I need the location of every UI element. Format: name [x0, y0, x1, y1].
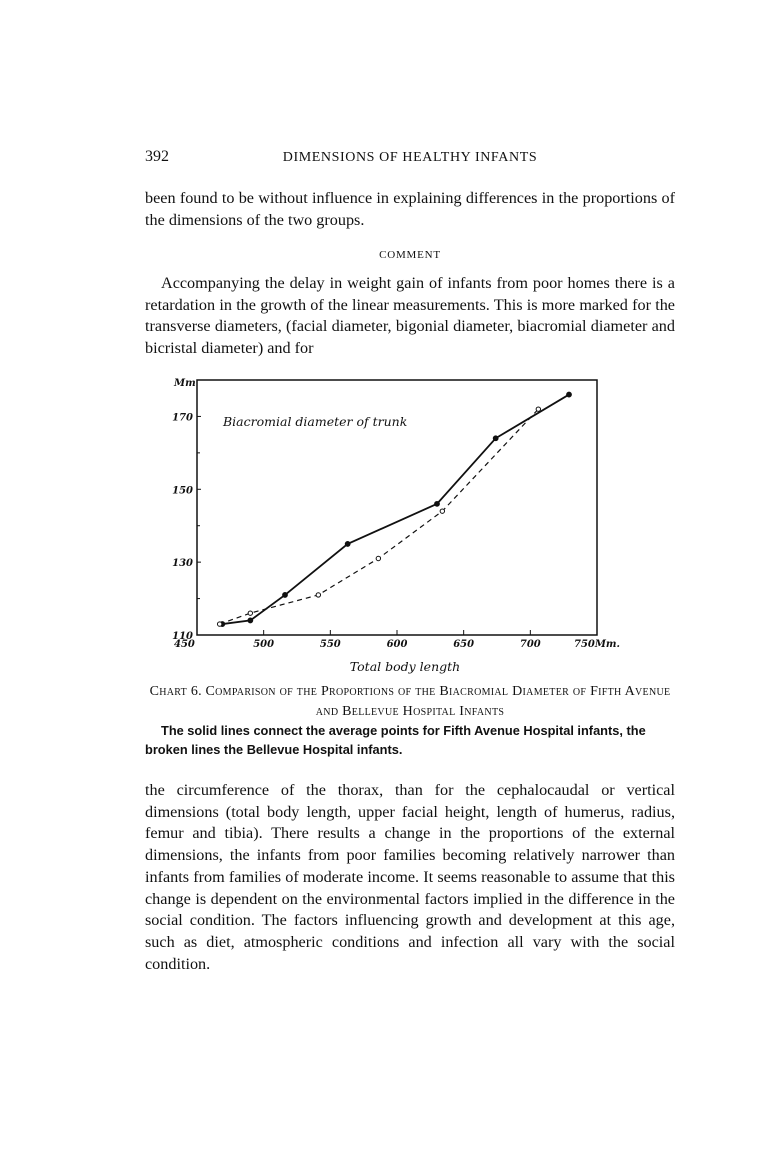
data-point-bellevue-4 [440, 509, 444, 513]
caption-label: Chart 6. [149, 684, 202, 699]
data-point-fifth-avenue-3 [345, 542, 350, 547]
y-tick-label-110: 110 [172, 631, 193, 642]
caption-title: Comparison of the Proportions of the Biacromial Diameter of Fifth Avenue and Bellevue Hospital Infants [205, 684, 671, 719]
data-point-fifth-avenue-4 [435, 501, 440, 506]
x-tick-label-450: 450 [174, 639, 195, 650]
x-tick-label-700: 700 [519, 639, 541, 650]
chart-caption [145, 681, 675, 721]
paragraph-2: Accompanying the delay in weight gain of infants from poor homes there is a retardation in the growth of the linear measurements. This is more marked for the transverse diameters, (facial diameter, bigonial diameter, biacromial diameter and bicristal diameter) and for [145, 274, 675, 358]
paragraph-3: the circumference of the thorax, than for the cephalocaudal or vertical dimensions (total body length, upper facial height, length of humerus, radius, femur and tibia). There results a change in the proportions of the external dimensions, the infants from poor families becoming relatively narrower than infants from families of moderate income. It seems reasonable to assume that this change is dependent on the environmental factors implied in the difference in the social condition. The factors influencing growth and development at this age, such as diet, atmospheric conditions and infection all vary with the social condition. [145, 781, 675, 973]
paragraph-1: been found to be without influence in explaining differences in the proportions of the dimensions of the two groups. [145, 189, 675, 229]
data-point-bellevue-1 [248, 611, 252, 615]
caption-note: The solid lines connect the average points for Fifth Avenue Hospital infants, the broken lines the Bellevue Hospital infants. [145, 723, 646, 757]
x-tick-label-550: 550 [319, 639, 341, 650]
x-axis-title: Total body length [349, 659, 461, 674]
y-axis-unit-label: Mm [174, 378, 196, 389]
x-tick-label-600: 600 [386, 639, 408, 650]
running-title: DIMENSIONS OF HEALTHY INFANTS [282, 150, 538, 165]
data-point-bellevue-3 [376, 556, 380, 560]
x-tick-label-650: 650 [453, 639, 475, 650]
page-header [145, 148, 675, 170]
data-point-bellevue-0 [217, 622, 221, 626]
data-point-fifth-avenue-2 [283, 593, 288, 598]
x-tick-label-750: 750Mm. [573, 639, 620, 650]
data-point-fifth-avenue-5 [493, 436, 498, 441]
y-tick-label-170: 170 [172, 412, 193, 424]
y-tick-label-130: 130 [172, 558, 193, 570]
chart-title: Biacromial diameter of trunk [223, 414, 408, 429]
data-point-fifth-avenue-1 [248, 618, 253, 623]
data-point-bellevue-5 [536, 407, 540, 411]
data-point-fifth-avenue-6 [567, 392, 572, 397]
axis-ticks [172, 412, 620, 650]
data-point-bellevue-2 [316, 593, 320, 597]
y-tick-label-150: 150 [172, 485, 193, 497]
x-tick-label-500: 500 [253, 639, 275, 650]
biacromial-chart [160, 375, 620, 675]
page-number: 392 [145, 148, 169, 165]
section-heading: COMMENT [379, 249, 441, 261]
series-line-bellevue [220, 409, 539, 624]
